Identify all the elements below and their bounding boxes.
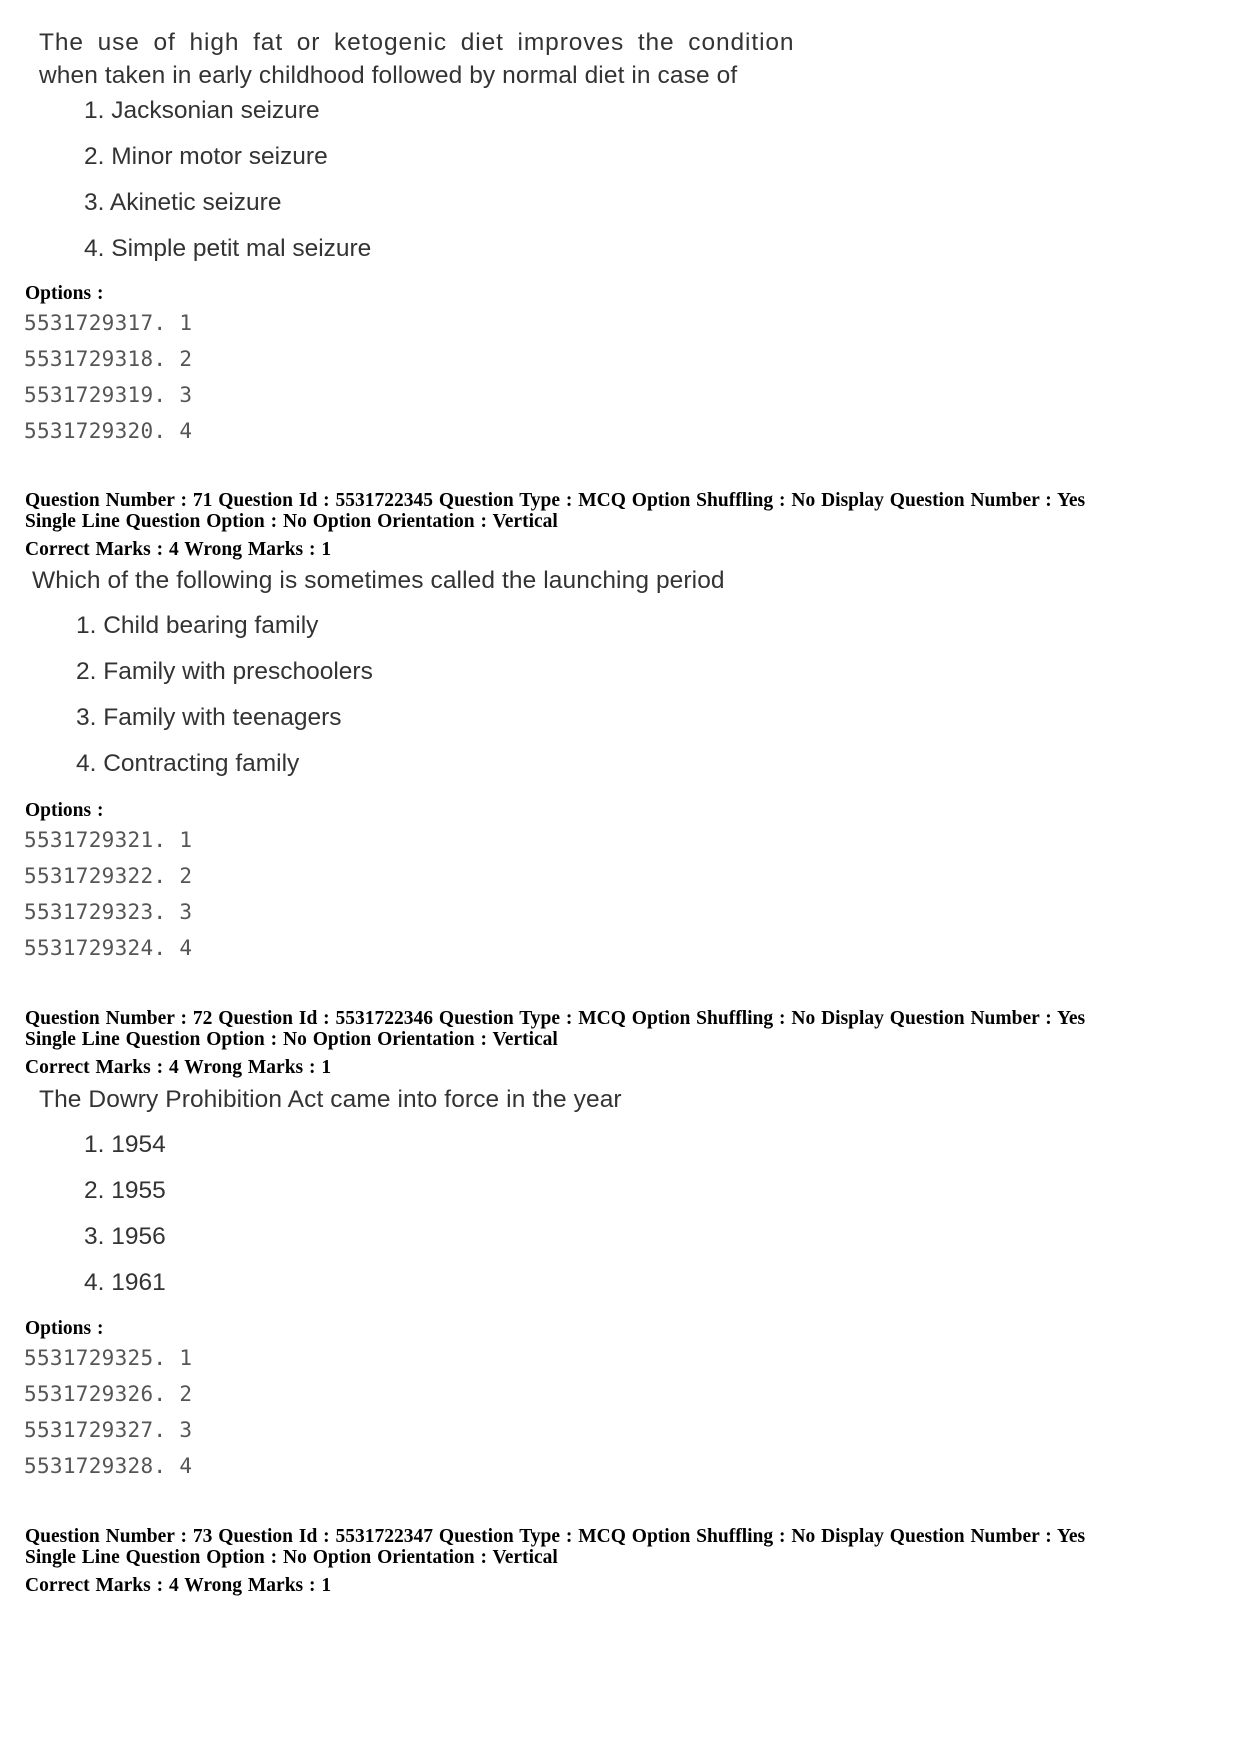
option-id: 5531729327. 3 — [24, 1418, 193, 1442]
option-id: 5531729326. 2 — [24, 1382, 193, 1406]
answer-choice: 3. Family with teenagers — [76, 704, 342, 731]
question-meta-line: Single Line Question Option : No Option Orientation : Vertical — [25, 511, 558, 532]
option-id: 5531729328. 4 — [24, 1454, 193, 1478]
option-id: 5531729320. 4 — [24, 419, 193, 443]
option-id: 5531729323. 3 — [24, 900, 193, 924]
question-text: The Dowry Prohibition Act came into force in the year — [39, 1086, 622, 1113]
answer-choice: 1. Child bearing family — [76, 612, 319, 639]
question-meta-line: Question Number : 72 Question Id : 5531722346 Question Type : MCQ Option Shuffling : No Display Question Number : Yes — [25, 1008, 1086, 1029]
marks-line: Correct Marks : 4 Wrong Marks : 1 — [25, 1057, 332, 1078]
question-meta-line: Question Number : 71 Question Id : 5531722345 Question Type : MCQ Option Shuffling : No Display Question Number : Yes — [25, 490, 1086, 511]
answer-choice: 2. 1955 — [84, 1177, 166, 1204]
answer-choice: 4. Contracting family — [76, 750, 300, 777]
options-label: Options : — [25, 1318, 104, 1339]
option-id: 5531729318. 2 — [24, 347, 193, 371]
options-label: Options : — [25, 800, 104, 821]
answer-choice: 1. 1954 — [84, 1131, 166, 1158]
option-id: 5531729319. 3 — [24, 383, 193, 407]
option-id: 5531729324. 4 — [24, 936, 193, 960]
question-text-line: when taken in early childhood followed by normal diet in case of — [39, 62, 738, 89]
marks-line: Correct Marks : 4 Wrong Marks : 1 — [25, 1575, 332, 1596]
question-meta-line: Single Line Question Option : No Option Orientation : Vertical — [25, 1547, 558, 1568]
option-id: 5531729322. 2 — [24, 864, 193, 888]
option-id: 5531729325. 1 — [24, 1346, 193, 1370]
question-text: Which of the following is sometimes called the launching period — [32, 567, 725, 594]
question-meta-line: Single Line Question Option : No Option Orientation : Vertical — [25, 1029, 558, 1050]
answer-choice: 2. Minor motor seizure — [84, 143, 328, 170]
answer-choice: 3. 1956 — [84, 1223, 166, 1250]
option-id: 5531729317. 1 — [24, 311, 193, 335]
answer-choice: 3. Akinetic seizure — [84, 189, 282, 216]
option-id: 5531729321. 1 — [24, 828, 193, 852]
answer-choice: 1. Jacksonian seizure — [84, 97, 320, 124]
question-meta-line: Question Number : 73 Question Id : 5531722347 Question Type : MCQ Option Shuffling : No Display Question Number : Yes — [25, 1526, 1086, 1547]
question-text-line: The use of high fat or ketogenic diet improves the condition — [39, 29, 795, 56]
answer-choice: 4. Simple petit mal seizure — [84, 235, 372, 262]
options-label: Options : — [25, 283, 104, 304]
answer-choice: 2. Family with preschoolers — [76, 658, 373, 685]
answer-choice: 4. 1961 — [84, 1269, 166, 1296]
marks-line: Correct Marks : 4 Wrong Marks : 1 — [25, 539, 332, 560]
